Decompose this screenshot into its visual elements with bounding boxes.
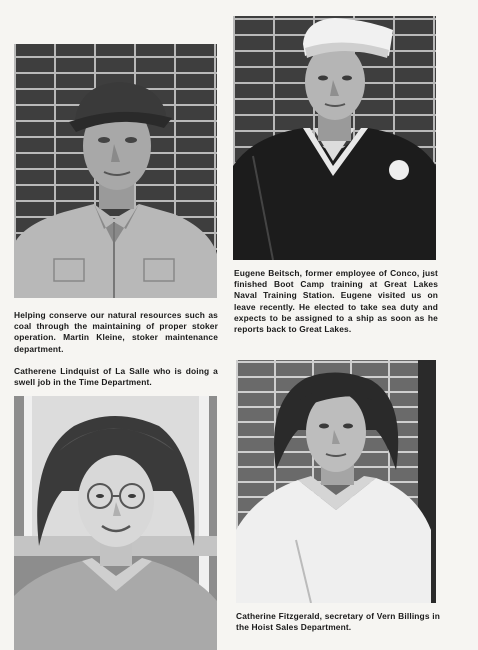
caption-catherene-lindquist: Catherene Lindquist of La Salle who is doing a swell job in the Time Department. xyxy=(14,366,218,388)
caption-catherine-fitzgerald: Catherine Fitzgerald, secretary of Vern Billings in the Hoist Sales Department. xyxy=(236,611,440,633)
photo-martin-kleine xyxy=(14,44,217,298)
caption-eugene-beitsch: Eugene Beitsch, former employee of Conco, just finished Boot Camp training at Great Lakes Naval Training Station. Eugene visited us on leave recently. He elected to take sea duty and expects to be assigned to a ship as soon as he reports back to Great Lakes. xyxy=(234,268,438,335)
photo-catherine-fitzgerald xyxy=(236,360,436,603)
photo-catherene-lindquist xyxy=(14,396,217,650)
photo-eugene-beitsch xyxy=(233,16,436,260)
caption-martin-kleine: Helping conserve our natural resources such as coal through the maintaining of proper stoker operation. Martin Kleine, stoker maintenance department. xyxy=(14,310,218,354)
